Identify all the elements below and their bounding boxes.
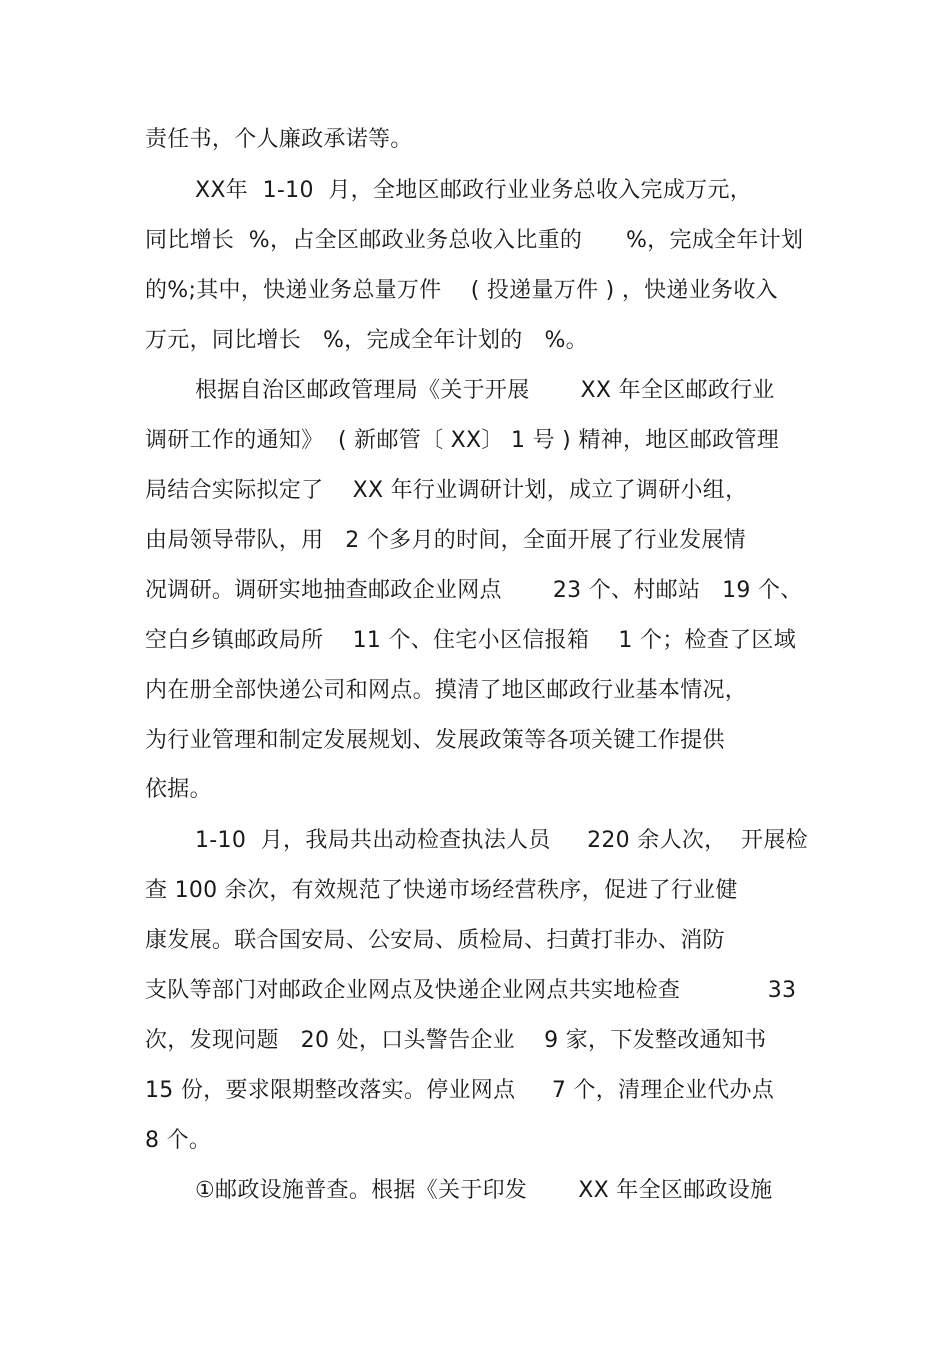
text-line-5: 万元，同比增长 %，完成全年计划的 %。 xyxy=(145,328,588,353)
text-line-16: 查 100 余次，有效规范了快递市场经营秩序，促进了行业健 xyxy=(145,878,738,903)
text-line-2: XX年 1-10 月，全地区邮政行业业务总收入完成万元， xyxy=(195,178,753,203)
text-line-10: 况调研。调研实地抽查邮政企业网点 23 个、村邮站 19 个、 xyxy=(145,578,803,603)
text-line-15: 1-10 月，我局共出动检查执法人员 220 余人次， 开展检 xyxy=(195,828,808,853)
text-line-1: 责任书，个人廉政承诺等。 xyxy=(145,127,413,152)
text-line-12: 内在册全部快递公司和网点。摸清了地区邮政行业基本情况， xyxy=(145,678,748,703)
text-line-6: 根据自治区邮政管理局《关于开展 XX 年全区邮政行业 xyxy=(195,378,775,403)
text-line-8: 局结合实际拟定了 XX 年行业调研计划，成立了调研小组， xyxy=(145,478,748,503)
text-line-13: 为行业管理和制定发展规划、发展政策等各项关键工作提供 xyxy=(145,728,725,753)
text-line-3: 同比增长 %，占全区邮政业务总收入比重的 %，完成全年计划 xyxy=(145,228,804,253)
text-line-4: 的%;其中，快递业务总量万件 ( 投递量万件 ) ，快递业务收入 xyxy=(145,278,778,303)
text-line-20: 15 份，要求限期整改落实。停业网点 7 个，清理企业代办点 xyxy=(145,1078,775,1103)
text-line-22: ①邮政设施普查。根据《关于印发 XX 年全区邮政设施 xyxy=(195,1178,773,1203)
text-line-17: 康发展。联合国安局、公安局、质检局、扫黄打非办、消防 xyxy=(145,928,725,953)
text-line-19: 次，发现问题 20 处，口头警告企业 9 家，下发整改通知书 xyxy=(145,1028,767,1053)
text-line-9: 由局领导带队，用 2 个多月的时间，全面开展了行业发展情 xyxy=(145,528,746,553)
text-line-11: 空白乡镇邮政局所 11 个、住宅小区信报箱 1 个；检查了区域 xyxy=(145,628,797,653)
text-line-21: 8 个。 xyxy=(145,1128,212,1153)
text-line-18: 支队等部门对邮政企业网点及快递企业网点共实地检查 33 xyxy=(145,978,797,1003)
text-line-7: 调研工作的通知》 ( 新邮管〔 XX〕 1 号 ) 精神，地区邮政管理 xyxy=(145,428,780,453)
text-line-14: 依据。 xyxy=(145,777,212,802)
